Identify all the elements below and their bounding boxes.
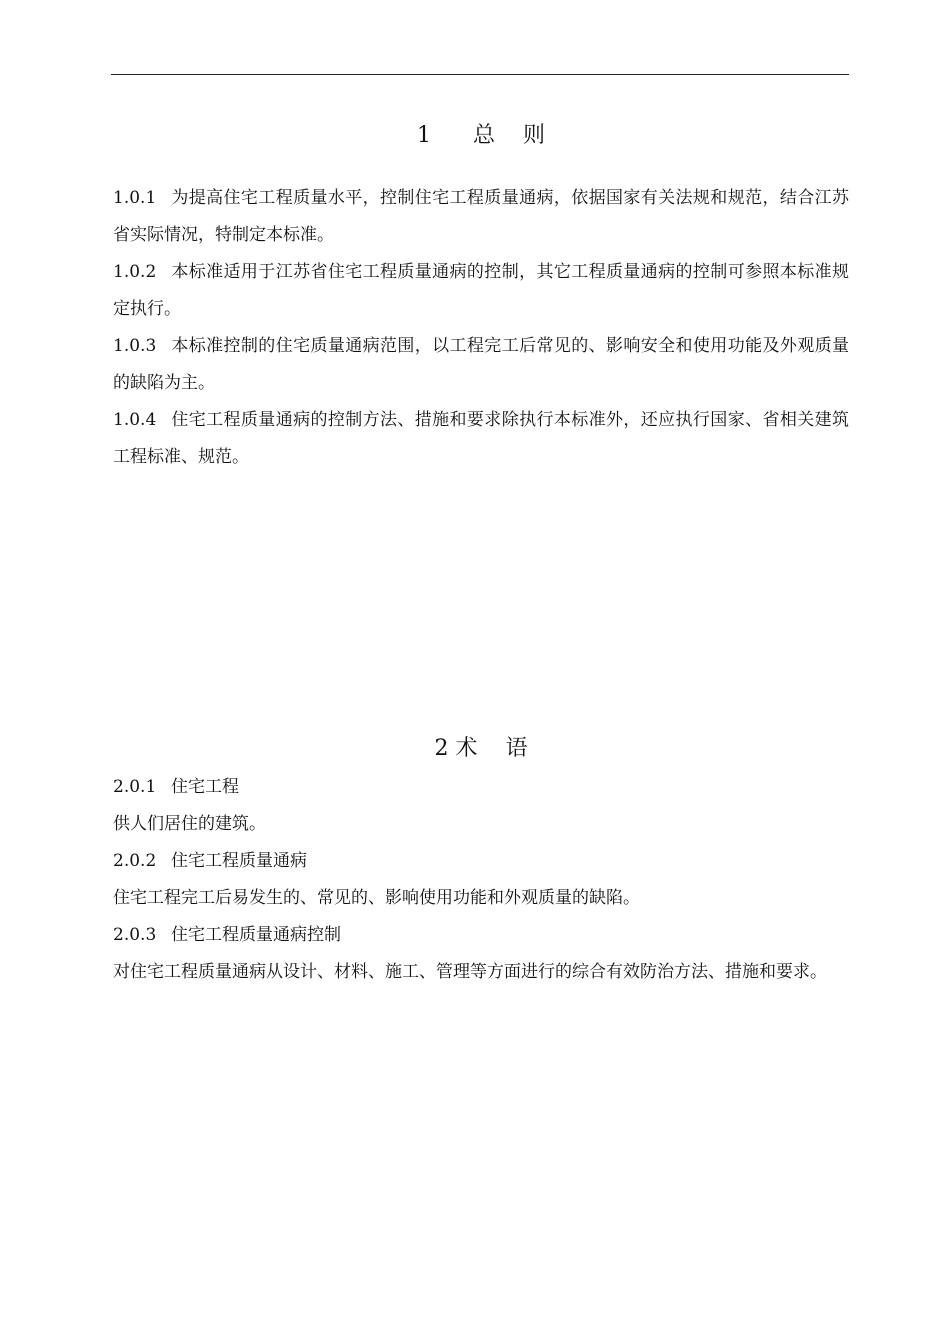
clause-1-0-3 <box>113 328 849 402</box>
term-name: 住宅工程 <box>171 777 239 797</box>
chapter-2-title: 2 术 语 <box>434 736 528 761</box>
header-rule <box>111 74 849 75</box>
clause-number: 1.0.3 <box>113 336 157 356</box>
term-number: 2.0.3 <box>113 925 157 945</box>
term-2-0-1 <box>113 769 849 806</box>
chapter-1-title: 1 总 则 <box>417 123 545 148</box>
chapter-2-terms <box>113 769 849 991</box>
term-number: 2.0.2 <box>113 851 157 871</box>
clause-number: 1.0.1 <box>113 188 157 208</box>
term-name: 住宅工程质量通病 <box>171 851 307 871</box>
term-definition: 对住宅工程质量通病从设计、材料、施工、管理等方面进行的综合有效防治方法、措施和要求。 <box>113 962 827 982</box>
term-definition: 住宅工程完工后易发生的、常见的、影响使用功能和外观质量的缺陷。 <box>113 888 640 908</box>
clause-text: 为提高住宅工程质量水平，控制住宅工程质量通病，依据国家有关法规和规范，结合江苏省实际情况，特制定本标准。 <box>113 188 849 245</box>
clause-1-0-4 <box>113 402 849 476</box>
term-definition: 供人们居住的建筑。 <box>113 814 266 834</box>
clause-1-0-2 <box>113 254 849 328</box>
term-2-0-3 <box>113 917 849 954</box>
term-name: 住宅工程质量通病控制 <box>171 925 341 945</box>
term-2-0-2 <box>113 843 849 880</box>
clause-1-0-1 <box>113 180 849 254</box>
clause-number: 1.0.2 <box>113 262 157 282</box>
clause-text: 住宅工程质量通病的控制方法、措施和要求除执行本标准外，还应执行国家、省相关建筑工程标准、规范。 <box>113 410 849 467</box>
clause-text: 本标准适用于江苏省住宅工程质量通病的控制，其它工程质量通病的控制可参照本标准规定执行。 <box>113 262 849 319</box>
clause-number: 1.0.4 <box>113 410 157 430</box>
clause-text: 本标准控制的住宅质量通病范围，以工程完工后常见的、影响安全和使用功能及外观质量的缺陷为主。 <box>113 336 849 393</box>
chapter-1-clauses <box>113 180 849 476</box>
term-number: 2.0.1 <box>113 777 157 797</box>
